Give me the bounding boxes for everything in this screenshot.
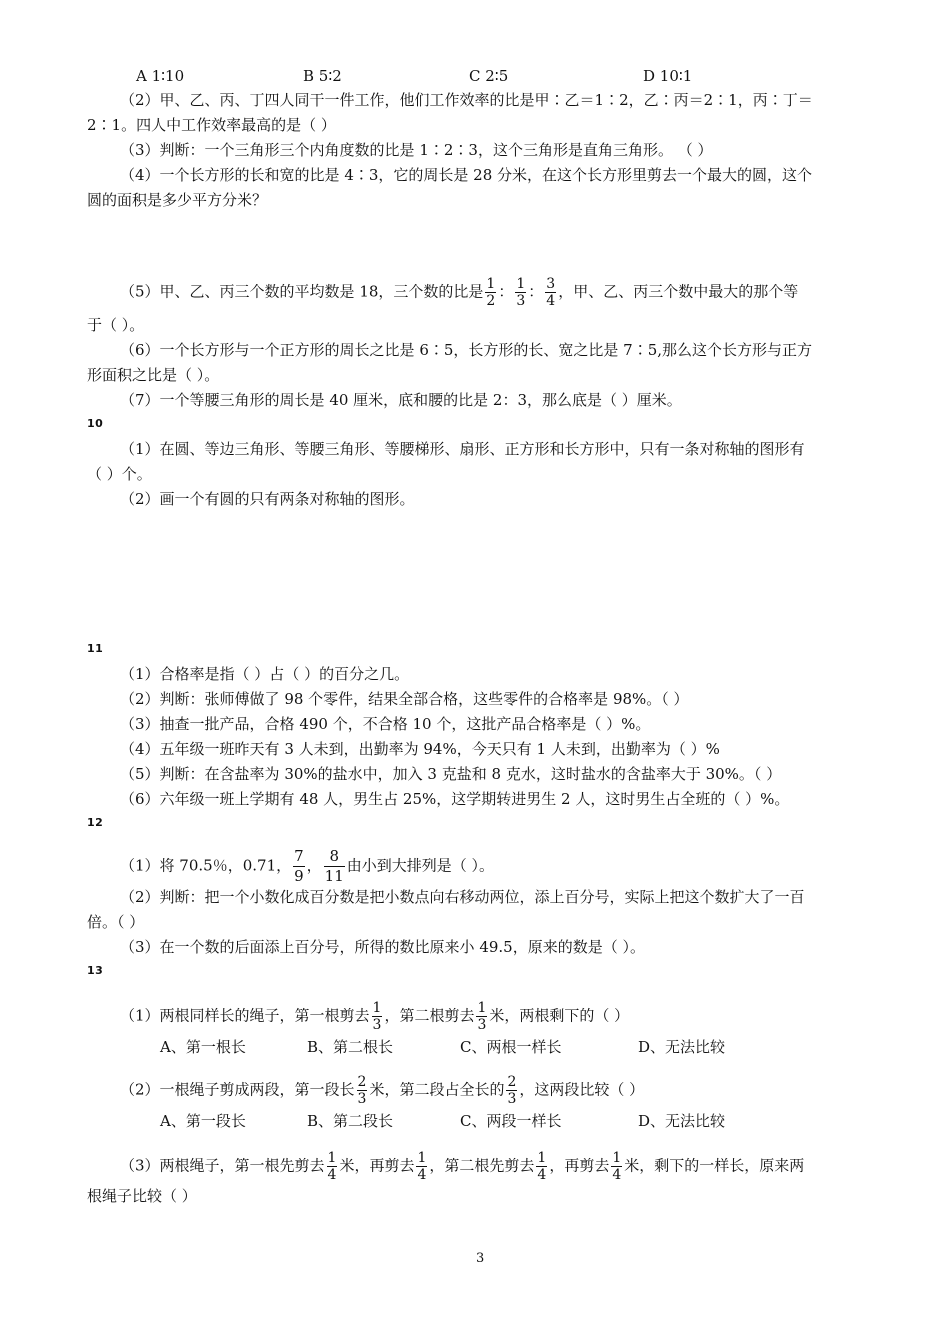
fraction: $\frac{1}{4}$ <box>612 1150 622 1183</box>
fraction: $\frac{1}{4}$ <box>327 1150 337 1183</box>
colon: ： <box>528 282 544 301</box>
q11-part4: （4）五年级一班昨天有 3 人未到，出勤率为 94%，今天只有 1 人未到，出勤率为（ ）% <box>120 740 720 758</box>
fraction: $\frac{1}{3}$ <box>516 276 526 309</box>
option-c: C 2∶5 <box>469 67 509 85</box>
q12-part2-line2: 倍。（ ） <box>87 913 145 931</box>
page-number: 3 <box>476 1251 485 1266</box>
q10-part1-line2: （ ）个。 <box>87 465 152 483</box>
section-label-12: 12 <box>87 816 104 829</box>
q11-part6: （6）六年级一班上学期有 48 人，男生占 25%，这学期转进男生 2 人，这时男生占全班的（ ）%。 <box>120 790 790 808</box>
option-a: A 1∶10 <box>136 67 185 85</box>
q9-part6-line2: 形面积之比是（ ）。 <box>87 366 220 384</box>
section-label-10: 10 <box>87 417 104 430</box>
q9-part2-line1: （2）甲、乙、丙、丁四人同干一件工作，他们工作效率的比是甲∶乙＝1∶2，乙∶丙＝2∶1，丙∶丁＝ <box>120 91 813 109</box>
option-b: B 5∶2 <box>303 67 342 85</box>
q11-part2: （2）判断：张师傅做了 98 个零件，结果全部合格，这些零件的合格率是 98%。（ ） <box>120 690 689 708</box>
q9-part5-line2: 于（ ）。 <box>87 316 145 334</box>
fraction: $\frac{8}{11}$ <box>324 847 344 885</box>
q13-part3-line2: 根绳子比较（ ） <box>87 1187 197 1205</box>
q10-part1-line1: （1）在圆、等边三角形、等腰三角形、等腰梯形、扇形、正方形和长方形中，只有一条对称轴的图形有 <box>120 440 805 458</box>
q9-part4-line2: 圆的面积是多少平方分米？ <box>87 191 268 209</box>
q13-part2 <box>120 1074 644 1107</box>
q13-part1 <box>120 1000 629 1033</box>
q9-part2-line2: 2∶1。四人中工作效率最高的是（ ） <box>87 116 336 134</box>
q11-part3: （3）抽查一批产品，合格 490 个，不合格 10 个，这批产品合格率是（ ）%。 <box>120 715 651 733</box>
q9-part4-line1: （4）一个长方形的长和宽的比是 4∶3，它的周长是 28 分米，在这个长方形里剪去一个最大的圆，这个 <box>120 166 813 184</box>
q12-part1 <box>120 847 494 886</box>
q10-part2: （2）画一个有圆的只有两条对称轴的图形。 <box>120 490 415 508</box>
text: 米，再剪去 <box>339 1156 415 1175</box>
fraction: $\frac{1}{4}$ <box>537 1150 547 1183</box>
q9-part7: （7）一个等腰三角形的周长是 40 厘米，底和腰的比是 2：3，那么底是（ ）厘米。 <box>120 391 682 409</box>
text: （1）两根同样长的绳子，第一根剪去 <box>120 1006 370 1025</box>
q13-p2-option-c: C、两段一样长 <box>460 1112 562 1130</box>
section-label-11: 11 <box>87 642 104 655</box>
text: ，第二根先剪去 <box>429 1156 535 1175</box>
section-label-13: 13 <box>87 964 104 977</box>
q9-part6-line1: （6）一个长方形与一个正方形的周长之比是 6∶5，长方形的长、宽之比是 7∶5,那么这个长方形与正方 <box>120 341 813 359</box>
text: ，再剪去 <box>549 1156 610 1175</box>
fraction: $\frac{2}{3}$ <box>357 1074 367 1107</box>
q12-part1-text-b: 由小到大排列是（ ）。 <box>346 856 495 875</box>
q9-part5-text-a: （5）甲、乙、丙三个数的平均数是 18，三个数的比是 <box>120 282 484 301</box>
q13-p1-option-d: D、无法比较 <box>638 1038 726 1056</box>
q13-p2-option-b: B、第二段长 <box>307 1112 394 1130</box>
q13-p1-option-a: A、第一根长 <box>160 1038 246 1056</box>
fraction: $\frac{2}{3}$ <box>507 1074 517 1107</box>
q9-part5-line1 <box>120 276 798 309</box>
q13-p2-option-a: A、第一段长 <box>160 1112 246 1130</box>
fraction: $\frac{1}{4}$ <box>417 1150 427 1183</box>
text: ，第二根剪去 <box>384 1006 475 1025</box>
option-d: D 10∶1 <box>643 67 693 85</box>
q12-part3: （3）在一个数的后面添上百分号，所得的数比原来小 49.5，原来的数是（ ）。 <box>120 938 645 956</box>
comma: ， <box>306 856 322 875</box>
q13-p1-option-b: B、第二根长 <box>307 1038 394 1056</box>
text: 米，剩下的一样长，原来两 <box>624 1156 805 1175</box>
q11-part5: （5）判断：在含盐率为 30%的盐水中，加入 3 克盐和 8 克水，这时盐水的含盐率大于 30%。（ ） <box>120 765 782 783</box>
text: （2）一根绳子剪成两段，第一段长 <box>120 1080 355 1099</box>
q13-part3-line1 <box>120 1150 804 1183</box>
fraction: $\frac{7}{9}$ <box>294 847 304 885</box>
q11-part1: （1）合格率是指（ ）占（ ）的百分之几。 <box>120 665 410 683</box>
colon: ： <box>498 282 514 301</box>
fraction: $\frac{1}{3}$ <box>477 1000 487 1033</box>
text: 米，两根剩下的（ ） <box>489 1006 630 1025</box>
text: （3）两根绳子，第一根先剪去 <box>120 1156 325 1175</box>
q9-part5-text-b: ，甲、乙、丙三个数中最大的那个等 <box>558 282 799 301</box>
fraction: $\frac{3}{4}$ <box>546 276 556 309</box>
q12-part2-line1: （2）判断：把一个小数化成百分数是把小数点向右移动两位，添上百分号，实际上把这个数扩大了一百 <box>120 888 805 906</box>
q9-part3: （3）判断：一个三角形三个内角度数的比是 1∶2∶3，这个三角形是直角三角形。 （ ） <box>120 141 713 159</box>
fraction: $\frac{1}{2}$ <box>486 276 496 309</box>
fraction: $\frac{1}{3}$ <box>372 1000 382 1033</box>
q12-part1-text-a: （1）将 70.5％，0.71， <box>120 856 292 875</box>
q13-p1-option-c: C、两根一样长 <box>460 1038 562 1056</box>
text: ，这两段比较（ ） <box>519 1080 645 1099</box>
q13-p2-option-d: D、无法比较 <box>638 1112 726 1130</box>
text: 米，第二段占全长的 <box>369 1080 505 1099</box>
